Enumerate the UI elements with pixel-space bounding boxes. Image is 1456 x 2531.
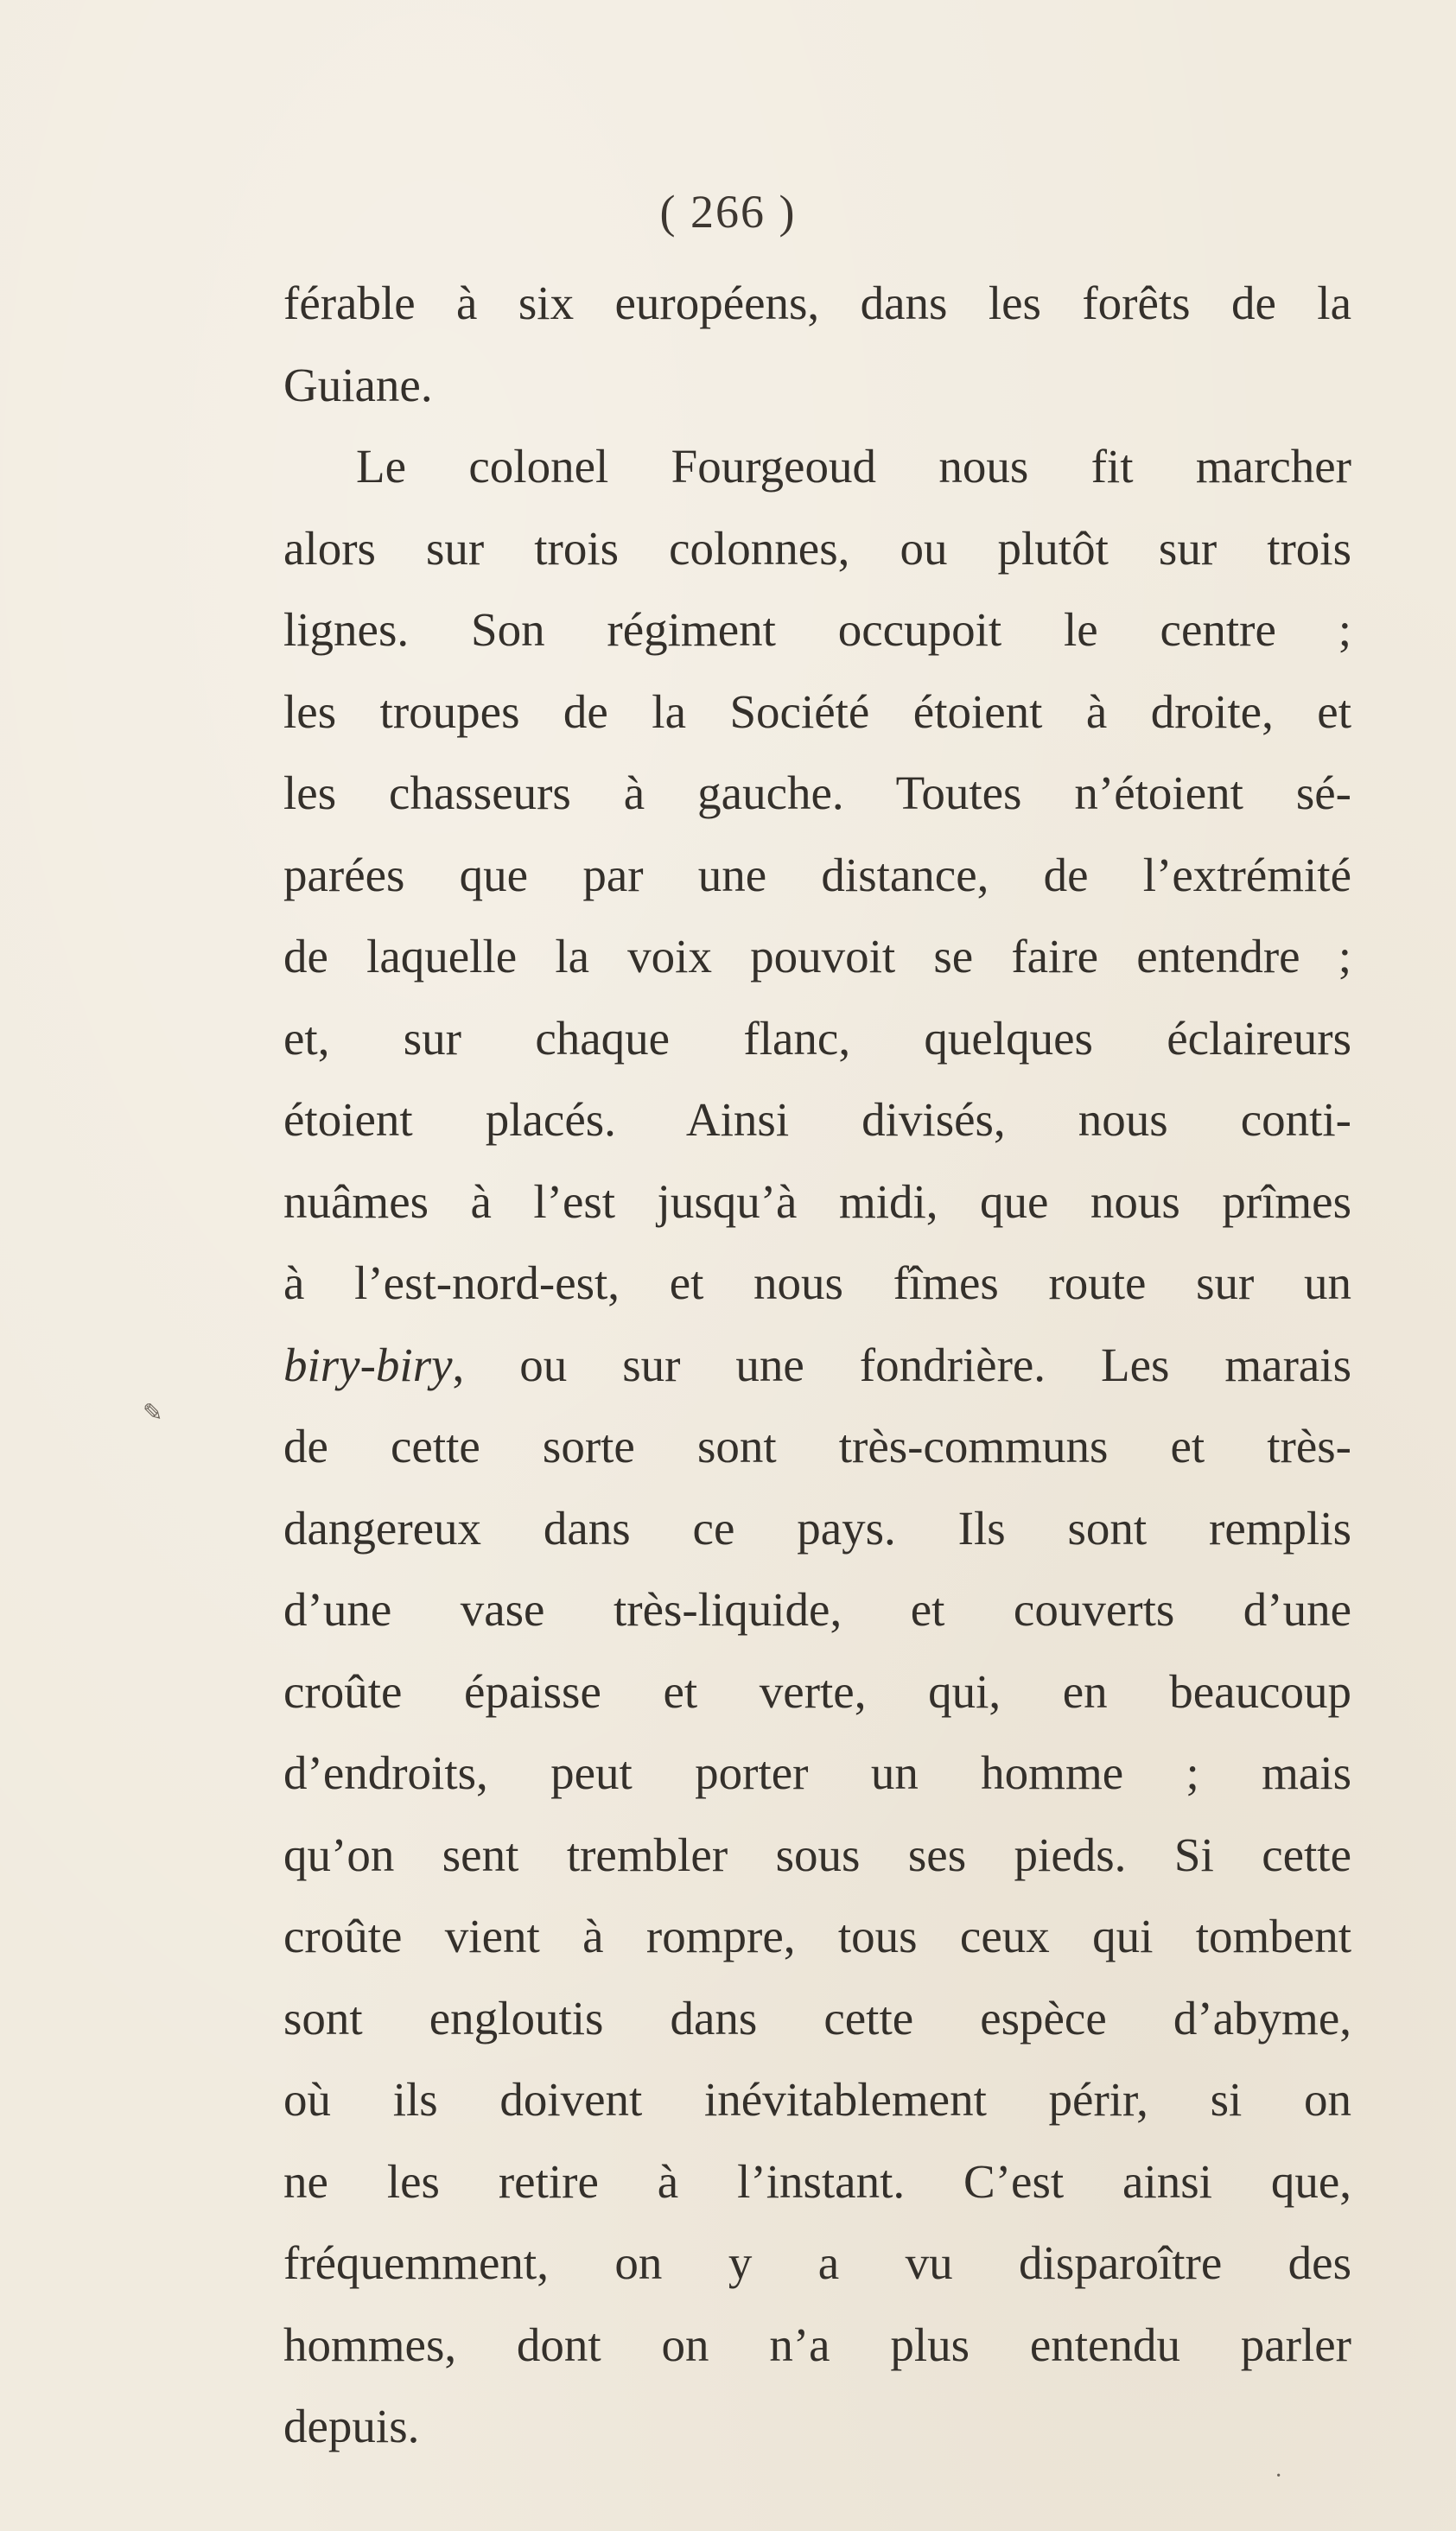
text-line: férable à six européens, dans les forêts de la xyxy=(283,277,1351,329)
text-line: de laquelle la voix pouvoit se faire entendre ; xyxy=(283,930,1351,983)
line-rest: , ou sur une fondrière. Les marais xyxy=(452,1338,1351,1391)
text-line: alors sur trois colonnes, ou plutôt sur trois xyxy=(283,521,1351,575)
text-line: de cette sorte sont très-communs et très- xyxy=(283,1420,1351,1472)
text-line: étoient placés. Ainsi divisés, nous conti- xyxy=(283,1093,1351,1146)
text-line: d’une vase très-liquide, et couverts d’une xyxy=(283,1583,1351,1636)
text-line: fréquemment, on y a vu disparoître des xyxy=(283,2236,1351,2289)
ink-speck-icon: ✎ xyxy=(143,1400,163,1427)
text-line: parées que par une distance, de l’extrémité xyxy=(283,848,1351,901)
ink-speck-icon: · xyxy=(1275,2463,1283,2490)
text-line: croûte vient à rompre, tous ceux qui tombent xyxy=(283,1910,1351,1962)
text-line: dangereux dans ce pays. Ils sont remplis xyxy=(283,1501,1351,1555)
text-line: Guiane. xyxy=(283,358,433,411)
text-line: les chasseurs à gauche. Toutes n’étoient sé- xyxy=(283,766,1351,819)
text-line: qu’on sent trembler sous ses pieds. Si cette xyxy=(283,1828,1351,1881)
text-line: nuâmes à l’est jusqu’à midi, que nous prîmes xyxy=(283,1174,1351,1228)
text-line-with-italic-term xyxy=(283,1325,1351,1407)
text-line: à l’est-nord-est, et nous fîmes route sur un xyxy=(283,1256,1351,1309)
paragraph-start-line: Le colonel Fourgeoud nous fit marcher xyxy=(356,440,1351,493)
body-text xyxy=(283,263,1351,2468)
text-line: hommes, dont on n’a plus entendu parler xyxy=(283,2318,1351,2371)
italic-term: biry-biry xyxy=(283,1338,453,1391)
text-line: croûte épaisse et verte, qui, en beaucoup xyxy=(283,1664,1351,1718)
page-number: ( 266 ) xyxy=(659,186,797,238)
text-line: depuis. xyxy=(283,2400,420,2452)
text-line: lignes. Son régiment occupoit le centre ; xyxy=(283,603,1351,656)
text-line: les troupes de la Société étoient à droite, et xyxy=(283,684,1351,738)
text-line: et, sur chaque flanc, quelques éclaireurs xyxy=(283,1011,1351,1065)
text-line: sont engloutis dans cette espèce d’abyme, xyxy=(283,1991,1351,2045)
text-line: ne les retire à l’instant. C’est ainsi que, xyxy=(283,2154,1351,2208)
text-line: où ils doivent inévitablement périr, si on xyxy=(283,2073,1351,2126)
text-line: d’endroits, peut porter un homme ; mais xyxy=(283,1746,1351,1799)
